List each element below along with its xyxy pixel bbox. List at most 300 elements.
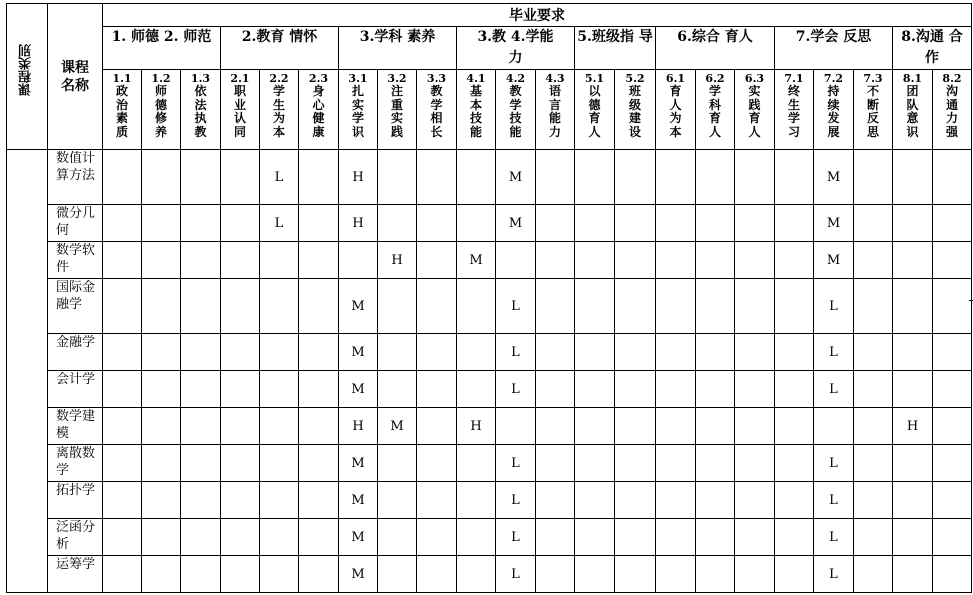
- support-level-cell: L: [496, 371, 536, 408]
- support-level-cell: [575, 205, 615, 242]
- support-level-cell: H: [339, 408, 378, 445]
- requirement-group-header: [656, 27, 775, 70]
- support-level-cell: [933, 279, 972, 334]
- support-level-cell: [893, 371, 933, 408]
- subitem-text: 不断反思: [867, 84, 880, 139]
- support-level-cell: [260, 519, 299, 556]
- support-level-cell: [854, 150, 893, 205]
- course-name: 运筹学: [48, 556, 103, 593]
- subitem-code: 7.3: [863, 72, 883, 85]
- support-level-cell: [893, 150, 933, 205]
- support-level-cell: [933, 205, 972, 242]
- requirement-subitem-header: [142, 70, 181, 150]
- requirement-group-label: 7.学会 反思: [795, 29, 872, 45]
- requirement-subitem-header: [378, 70, 417, 150]
- requirement-group-header: [575, 27, 656, 70]
- requirement-subitem-header: [221, 70, 260, 150]
- course-name: 微分几何: [48, 205, 103, 242]
- support-level-cell: [103, 482, 142, 519]
- support-level-cell: [221, 519, 260, 556]
- support-level-cell: [893, 334, 933, 371]
- support-level-cell: [457, 371, 496, 408]
- subitem-text: 身心健康: [312, 84, 325, 139]
- subitem-text: 持续发展: [827, 84, 840, 139]
- support-level-cell: [221, 150, 260, 205]
- support-level-cell: M: [339, 371, 378, 408]
- support-level-cell: L: [814, 482, 854, 519]
- support-level-cell: [496, 242, 536, 279]
- support-level-cell: [536, 519, 575, 556]
- support-level-cell: [181, 408, 221, 445]
- support-level-cell: [181, 205, 221, 242]
- header-subitem-row: [7, 70, 972, 150]
- subitem-code: 2.3: [308, 72, 329, 85]
- subitem-code: 6.1: [665, 72, 686, 85]
- category-header: [7, 4, 48, 150]
- support-level-cell: L: [496, 334, 536, 371]
- support-level-cell: L: [496, 482, 536, 519]
- support-level-cell: [417, 150, 457, 205]
- support-level-cell: [775, 150, 814, 205]
- support-level-cell: [696, 556, 735, 593]
- course-name: 国际金融学: [48, 279, 103, 334]
- support-level-cell: [457, 556, 496, 593]
- support-level-cell: [103, 205, 142, 242]
- support-level-cell: [656, 205, 696, 242]
- support-level-cell: [575, 242, 615, 279]
- support-level-cell: [103, 445, 142, 482]
- support-level-cell: [221, 242, 260, 279]
- support-level-cell: [575, 482, 615, 519]
- support-level-cell: [614, 150, 655, 205]
- support-level-cell: L: [814, 371, 854, 408]
- support-level-cell: [775, 279, 814, 334]
- support-level-cell: [221, 371, 260, 408]
- support-level-cell: [260, 482, 299, 519]
- support-level-cell: M: [814, 205, 854, 242]
- support-level-cell: [378, 334, 417, 371]
- support-level-cell: [457, 334, 496, 371]
- support-level-cell: [536, 334, 575, 371]
- support-level-cell: [696, 279, 735, 334]
- course-name: 金融学: [48, 334, 103, 371]
- support-level-cell: L: [496, 279, 536, 334]
- subitem-code: 3.3: [426, 72, 447, 85]
- support-level-cell: [775, 482, 814, 519]
- support-level-cell: [378, 371, 417, 408]
- subitem-text: 政治素质: [116, 84, 129, 139]
- support-level-cell: [614, 519, 655, 556]
- support-level-cell: [696, 334, 735, 371]
- subitem-code: 6.3: [744, 72, 765, 85]
- course-name: 数学软件: [48, 242, 103, 279]
- header-title-row: [7, 4, 972, 27]
- support-level-cell: [457, 150, 496, 205]
- support-level-cell: [933, 371, 972, 408]
- support-level-cell: [656, 279, 696, 334]
- support-level-cell: H: [339, 150, 378, 205]
- support-level-cell: [221, 408, 260, 445]
- support-level-cell: [260, 445, 299, 482]
- subitem-code: 5.2: [625, 72, 645, 85]
- course-name: 拓扑学: [48, 482, 103, 519]
- support-level-cell: [142, 556, 181, 593]
- support-level-cell: [142, 482, 181, 519]
- support-level-cell: [735, 334, 775, 371]
- support-level-cell: M: [457, 242, 496, 279]
- support-level-cell: [299, 242, 339, 279]
- subitem-code: 1.1: [112, 72, 132, 85]
- support-level-cell: [142, 205, 181, 242]
- support-level-cell: [457, 279, 496, 334]
- support-level-cell: [181, 242, 221, 279]
- support-level-cell: L: [496, 556, 536, 593]
- table-row: [7, 150, 972, 205]
- subitem-code: 8.1: [902, 72, 923, 85]
- support-level-cell: [103, 242, 142, 279]
- table-row: [7, 242, 972, 279]
- support-level-cell: [614, 556, 655, 593]
- support-level-cell: [378, 482, 417, 519]
- graduation-requirements-table: [6, 3, 972, 593]
- support-level-cell: [221, 482, 260, 519]
- support-level-cell: L: [496, 519, 536, 556]
- support-level-cell: M: [339, 519, 378, 556]
- requirement-group-label: 5.班级指 导: [577, 29, 653, 45]
- support-level-cell: [775, 242, 814, 279]
- support-level-cell: [575, 371, 615, 408]
- requirement-subitem-header: [735, 70, 775, 150]
- support-level-cell: [575, 556, 615, 593]
- requirement-subitem-header: [299, 70, 339, 150]
- support-level-cell: [536, 482, 575, 519]
- support-level-cell: [378, 150, 417, 205]
- requirement-subitem-header: [496, 70, 536, 150]
- support-level-cell: [221, 445, 260, 482]
- support-level-cell: [142, 519, 181, 556]
- support-level-cell: [457, 445, 496, 482]
- support-level-cell: [142, 242, 181, 279]
- support-level-cell: [417, 556, 457, 593]
- course-category-cell: [7, 150, 48, 593]
- support-level-cell: M: [339, 556, 378, 593]
- support-level-cell: [181, 519, 221, 556]
- subitem-code: 3.1: [348, 72, 368, 85]
- table-row: [7, 371, 972, 408]
- subitem-text: 团队意识: [906, 84, 919, 139]
- table-row: [7, 279, 972, 334]
- course-name-header: [48, 4, 103, 150]
- support-level-cell: [735, 482, 775, 519]
- support-level-cell: [854, 445, 893, 482]
- requirement-group-header: [339, 27, 457, 70]
- support-level-cell: [417, 242, 457, 279]
- subitem-code: 1.3: [190, 72, 211, 85]
- support-level-cell: L: [496, 445, 536, 482]
- support-level-cell: [575, 279, 615, 334]
- support-level-cell: [142, 371, 181, 408]
- support-level-cell: [299, 334, 339, 371]
- support-level-cell: [614, 408, 655, 445]
- support-level-cell: [142, 150, 181, 205]
- requirement-subitem-header: [614, 70, 655, 150]
- support-level-cell: [775, 334, 814, 371]
- table-row: [7, 445, 972, 482]
- support-level-cell: [181, 482, 221, 519]
- support-level-cell: [775, 445, 814, 482]
- support-level-cell: [614, 242, 655, 279]
- support-level-cell: [775, 205, 814, 242]
- subitem-text: 以德育人: [588, 84, 601, 139]
- support-level-cell: [260, 242, 299, 279]
- subitem-code: 4.2: [505, 72, 526, 85]
- support-level-cell: [299, 279, 339, 334]
- support-level-cell: [417, 482, 457, 519]
- support-level-cell: [142, 334, 181, 371]
- subitem-text: 师德修养: [155, 84, 168, 139]
- support-level-cell: [221, 334, 260, 371]
- support-level-cell: [103, 519, 142, 556]
- support-level-cell: [656, 150, 696, 205]
- header-group-row: [7, 27, 972, 70]
- support-level-cell: M: [339, 482, 378, 519]
- table-row: [7, 408, 972, 445]
- support-level-cell: M: [339, 279, 378, 334]
- requirement-subitem-header: [339, 70, 378, 150]
- subitem-text: 教学技能: [509, 84, 522, 139]
- support-level-cell: M: [814, 242, 854, 279]
- support-level-cell: [339, 242, 378, 279]
- subitem-code: 8.2: [942, 72, 962, 85]
- support-level-cell: [299, 371, 339, 408]
- support-level-cell: [457, 205, 496, 242]
- support-level-cell: [536, 556, 575, 593]
- support-level-cell: [142, 279, 181, 334]
- support-level-cell: [614, 371, 655, 408]
- support-level-cell: [181, 371, 221, 408]
- support-level-cell: [775, 408, 814, 445]
- subitem-code: 3.2: [387, 72, 407, 85]
- subitem-text: 沟通力强: [946, 84, 959, 139]
- course-name: 会计学: [48, 371, 103, 408]
- support-level-cell: [181, 150, 221, 205]
- graduation-requirements-title: 毕业要求: [103, 4, 972, 27]
- subitem-text: 学科育人: [709, 84, 722, 139]
- table-row: [7, 482, 972, 519]
- support-level-cell: [221, 205, 260, 242]
- course-name: 数学建模: [48, 408, 103, 445]
- support-level-cell: [142, 445, 181, 482]
- support-level-cell: [656, 482, 696, 519]
- support-level-cell: [260, 556, 299, 593]
- subitem-code: 6.2: [705, 72, 725, 85]
- subitem-text: 教学相长: [430, 84, 443, 139]
- support-level-cell: [735, 150, 775, 205]
- requirement-group-header: [775, 27, 893, 70]
- support-level-cell: [614, 482, 655, 519]
- support-level-cell: [656, 408, 696, 445]
- support-level-cell: [142, 408, 181, 445]
- support-level-cell: [854, 519, 893, 556]
- subitem-text: 扎实学识: [352, 84, 365, 139]
- subitem-code: 5.1: [584, 72, 605, 85]
- subitem-code: 7.1: [784, 72, 804, 85]
- support-level-cell: [735, 279, 775, 334]
- support-level-cell: [417, 334, 457, 371]
- support-level-cell: [656, 334, 696, 371]
- support-level-cell: H: [378, 242, 417, 279]
- support-level-cell: [854, 334, 893, 371]
- support-level-cell: [696, 150, 735, 205]
- support-level-cell: [536, 371, 575, 408]
- support-level-cell: [696, 408, 735, 445]
- support-level-cell: [260, 371, 299, 408]
- support-level-cell: [417, 371, 457, 408]
- requirement-subitem-header: [854, 70, 893, 150]
- support-level-cell: [775, 519, 814, 556]
- support-level-cell: [614, 334, 655, 371]
- support-level-cell: [656, 519, 696, 556]
- support-level-cell: [735, 242, 775, 279]
- support-level-cell: [378, 519, 417, 556]
- support-level-cell: [614, 205, 655, 242]
- support-level-cell: [575, 150, 615, 205]
- support-level-cell: [933, 445, 972, 482]
- support-level-cell: [260, 334, 299, 371]
- support-level-cell: [103, 334, 142, 371]
- subitem-text: 依法执教: [194, 84, 207, 139]
- requirement-subitem-header: [656, 70, 696, 150]
- support-level-cell: L: [814, 556, 854, 593]
- support-level-cell: [656, 556, 696, 593]
- support-level-cell: [696, 519, 735, 556]
- support-level-cell: [933, 334, 972, 371]
- support-level-cell: [735, 205, 775, 242]
- support-level-cell: [536, 445, 575, 482]
- support-level-cell: H: [339, 205, 378, 242]
- requirement-subitem-header: [775, 70, 814, 150]
- subitem-text: 终生学习: [788, 84, 801, 139]
- requirement-group-label: 1. 师德 2. 师范: [111, 29, 212, 45]
- edge-tick: [969, 300, 973, 301]
- support-level-cell: [457, 519, 496, 556]
- requirement-subitem-header: [696, 70, 735, 150]
- support-level-cell: [299, 519, 339, 556]
- support-level-cell: [933, 242, 972, 279]
- support-level-cell: [614, 279, 655, 334]
- table-row: [7, 519, 972, 556]
- subitem-code: 2.2: [269, 72, 289, 85]
- support-level-cell: M: [378, 408, 417, 445]
- support-level-cell: M: [814, 150, 854, 205]
- requirement-group-label: 3.学科 素养: [359, 29, 436, 45]
- support-level-cell: [536, 279, 575, 334]
- requirement-group-label: 8.沟通 合作: [901, 29, 963, 66]
- support-level-cell: [299, 556, 339, 593]
- support-level-cell: L: [260, 150, 299, 205]
- support-level-cell: [656, 242, 696, 279]
- support-level-cell: [417, 408, 457, 445]
- course-name: 数值计算方法: [48, 150, 103, 205]
- support-level-cell: [299, 205, 339, 242]
- category-label: 课程类别: [19, 44, 34, 96]
- support-level-cell: [854, 279, 893, 334]
- support-level-cell: [614, 445, 655, 482]
- support-level-cell: [775, 556, 814, 593]
- support-level-cell: [103, 371, 142, 408]
- support-level-cell: [378, 279, 417, 334]
- requirement-subitem-header: [103, 70, 142, 150]
- support-level-cell: [933, 556, 972, 593]
- subitem-text: 基本技能: [470, 84, 483, 139]
- requirement-subitem-header: [893, 70, 933, 150]
- support-level-cell: [378, 445, 417, 482]
- support-level-cell: [536, 150, 575, 205]
- support-level-cell: M: [496, 150, 536, 205]
- support-level-cell: [893, 279, 933, 334]
- support-level-cell: [536, 205, 575, 242]
- requirement-group-label: 3.教 4.学能力: [477, 29, 554, 66]
- support-level-cell: [933, 482, 972, 519]
- support-level-cell: M: [496, 205, 536, 242]
- support-level-cell: [260, 279, 299, 334]
- subitem-text: 育人为本: [669, 84, 682, 139]
- subitem-text: 注重实践: [391, 84, 404, 139]
- support-level-cell: H: [893, 408, 933, 445]
- requirement-group-label: 6.综合 育人: [677, 29, 753, 45]
- support-level-cell: [536, 242, 575, 279]
- subitem-code: 2.1: [230, 72, 250, 85]
- support-level-cell: [181, 334, 221, 371]
- requirement-subitem-header: [933, 70, 972, 150]
- support-level-cell: [893, 519, 933, 556]
- support-level-cell: [299, 445, 339, 482]
- support-level-cell: [299, 150, 339, 205]
- requirement-subitem-header: [575, 70, 615, 150]
- support-level-cell: [893, 556, 933, 593]
- support-level-cell: [378, 556, 417, 593]
- table-row: [7, 556, 972, 593]
- requirement-group-header: [103, 27, 221, 70]
- support-level-cell: M: [339, 334, 378, 371]
- support-level-cell: [735, 445, 775, 482]
- requirement-group-label: 2.教育 情怀: [241, 29, 318, 45]
- support-level-cell: [299, 408, 339, 445]
- requirement-group-header: [221, 27, 339, 70]
- support-level-cell: [735, 371, 775, 408]
- support-level-cell: [696, 371, 735, 408]
- support-level-cell: [417, 205, 457, 242]
- support-level-cell: [457, 482, 496, 519]
- support-level-cell: [696, 482, 735, 519]
- requirement-subitem-header: [417, 70, 457, 150]
- support-level-cell: [103, 150, 142, 205]
- support-level-cell: [575, 445, 615, 482]
- support-level-cell: [893, 205, 933, 242]
- support-level-cell: [735, 556, 775, 593]
- subitem-code: 7.2: [823, 72, 844, 85]
- support-level-cell: [417, 445, 457, 482]
- support-level-cell: [536, 408, 575, 445]
- support-level-cell: [575, 334, 615, 371]
- table-row: [7, 205, 972, 242]
- support-level-cell: [656, 371, 696, 408]
- support-level-cell: [417, 519, 457, 556]
- support-level-cell: [854, 408, 893, 445]
- support-level-cell: [575, 519, 615, 556]
- support-level-cell: [378, 205, 417, 242]
- support-level-cell: [933, 519, 972, 556]
